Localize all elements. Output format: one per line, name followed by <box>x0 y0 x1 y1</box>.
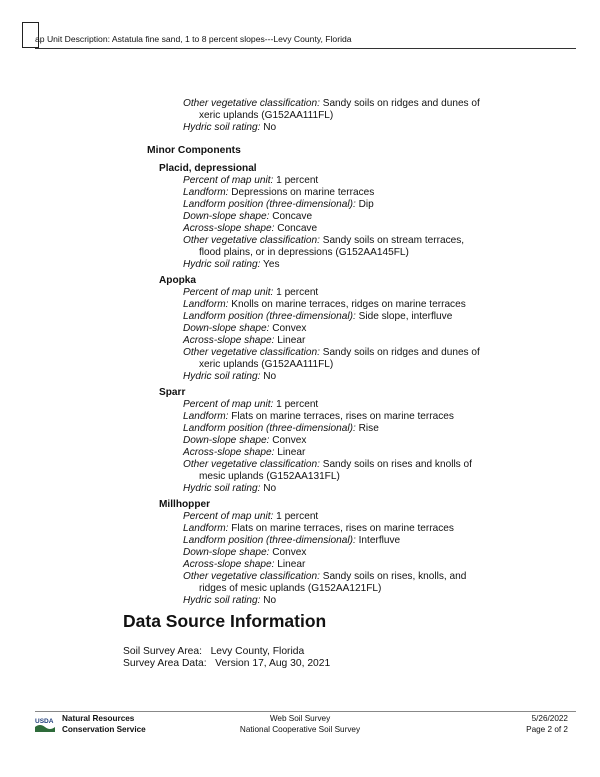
component-attribute <box>183 535 400 547</box>
component-attribute <box>183 547 306 559</box>
component-attribute <box>199 583 381 595</box>
component-attribute <box>183 371 276 383</box>
component-name: Placid, depressional <box>159 163 257 174</box>
field-value: Depressions on marine terraces <box>228 187 375 198</box>
field-label: Across-slope shape: <box>183 447 275 458</box>
field-label: Hydric soil rating: <box>183 483 261 494</box>
field-label: Landform position (three-dimensional): <box>183 311 356 322</box>
component-attribute <box>183 287 318 299</box>
field-value: 1 percent <box>273 511 319 522</box>
field-label: Percent of map unit: <box>183 287 274 298</box>
field-label: Landform: <box>183 523 229 534</box>
field-value: Concave <box>269 211 313 222</box>
continued-line: xeric uplands (G152AA111FL) <box>199 110 334 121</box>
field-value: Yes <box>260 259 280 270</box>
field-value: ridges of mesic uplands (G152AA121FL) <box>199 583 382 594</box>
field-value: Sandy soils on rises, knolls, and <box>319 571 467 582</box>
field-value: Rise <box>355 423 379 434</box>
agency-line: Natural Resources <box>62 714 135 723</box>
continued-line <box>183 98 480 110</box>
component-attribute <box>183 571 466 583</box>
component-name: Apopka <box>159 275 197 286</box>
component-attribute <box>183 323 306 335</box>
page-number: Page 2 of 2 <box>526 725 568 734</box>
footer-divider <box>35 711 576 712</box>
agency-name <box>62 713 146 735</box>
component-attribute <box>183 187 374 199</box>
field-label: Percent of map unit: <box>183 175 274 186</box>
component-attribute <box>199 359 333 371</box>
usda-logo-icon <box>35 716 55 732</box>
field-label: Down-slope shape: <box>183 323 270 334</box>
component-attribute <box>183 411 454 423</box>
field-value: 1 percent <box>273 287 319 298</box>
soil-survey-area: Soil Survey Area: Levy County, Florida <box>123 646 305 657</box>
field-label: Across-slope shape: <box>183 223 275 234</box>
component-attribute <box>183 347 480 359</box>
page-header-title: ap Unit Description: Astatula fine sand, 1 to 8 percent slopes---Levy County, Florida <box>35 34 352 44</box>
usda-logo-text: USDA <box>35 718 54 725</box>
field-value: xeric uplands (G152AA111FL) <box>199 359 334 370</box>
field-label: Down-slope shape: <box>183 547 270 558</box>
component-attribute <box>183 223 317 235</box>
field-label: Percent of map unit: <box>183 511 274 522</box>
field-value: Sandy soils on rises and knolls of <box>319 459 472 470</box>
footer-date: 5/26/2022 <box>531 714 568 723</box>
field-value: flood plains, or in depressions (G152AA145FL) <box>199 247 409 258</box>
field-label: Across-slope shape: <box>183 335 275 346</box>
field-label: Other vegetative classification: <box>183 98 320 109</box>
field-value: Concave <box>274 223 318 234</box>
component-attribute <box>183 595 276 607</box>
field-label: Landform position (three-dimensional): <box>183 535 356 546</box>
minor-components-heading: Minor Components <box>147 145 241 156</box>
field-value: Convex <box>269 435 307 446</box>
component-attribute <box>183 483 276 495</box>
field-label: Hydric soil rating: <box>183 122 261 133</box>
field-value: Interfluve <box>355 535 401 546</box>
footer-survey-name: National Cooperative Soil Survey <box>239 725 361 734</box>
component-attribute <box>199 247 409 259</box>
field-value: No <box>260 595 277 606</box>
field-value: Sandy soils on ridges and dunes of <box>319 347 480 358</box>
component-attribute <box>183 399 318 411</box>
field-label: Landform position (three-dimensional): <box>183 423 356 434</box>
component-attribute <box>183 175 318 187</box>
footer-center <box>170 713 430 735</box>
field-value: No <box>260 122 277 133</box>
component-attribute <box>183 199 374 211</box>
field-label: Landform: <box>183 187 229 198</box>
field-value: Dip <box>355 199 374 210</box>
component-name: Millhopper <box>159 499 211 510</box>
field-value: Flats on marine terraces, rises on marine terraces <box>228 523 454 534</box>
component-attribute <box>183 423 379 435</box>
component-attribute <box>183 211 312 223</box>
field-value: Convex <box>269 323 307 334</box>
survey-area-data: Survey Area Data: Version 17, Aug 30, 2021 <box>123 658 331 669</box>
component-attribute <box>199 471 340 483</box>
continued-line <box>183 122 276 134</box>
component-attribute <box>183 511 318 523</box>
component-attribute <box>183 335 305 347</box>
field-label: Hydric soil rating: <box>183 595 261 606</box>
field-value: Flats on marine terraces, rises on marine terraces <box>228 411 454 422</box>
field-label: Hydric soil rating: <box>183 259 261 270</box>
field-label: Landform position (three-dimensional): <box>183 199 356 210</box>
field-label: Hydric soil rating: <box>183 371 261 382</box>
header-divider <box>35 48 576 49</box>
field-label: Landform: <box>183 299 229 310</box>
field-value: 1 percent <box>273 175 319 186</box>
field-value: Sandy soils on ridges and dunes of <box>319 98 480 109</box>
field-label: Across-slope shape: <box>183 559 275 570</box>
field-label: Down-slope shape: <box>183 211 270 222</box>
field-value: No <box>260 483 277 494</box>
field-value: Linear <box>274 335 306 346</box>
component-attribute <box>183 259 280 271</box>
component-attribute <box>183 435 306 447</box>
field-label: Percent of map unit: <box>183 399 274 410</box>
agency-line: Conservation Service <box>62 725 146 734</box>
field-value: Linear <box>274 447 306 458</box>
component-attribute <box>183 459 472 471</box>
field-value: Side slope, interfluve <box>355 311 453 322</box>
field-label: Down-slope shape: <box>183 435 270 446</box>
field-label: Other vegetative classification: <box>183 235 320 246</box>
component-attribute <box>183 523 454 535</box>
component-attribute <box>183 311 452 323</box>
field-label: Landform: <box>183 411 229 422</box>
field-value: Linear <box>274 559 306 570</box>
footer-right <box>526 713 568 735</box>
field-value: No <box>260 371 277 382</box>
component-attribute <box>183 559 305 571</box>
field-value: Sandy soils on stream terraces, <box>319 235 465 246</box>
field-value: mesic uplands (G152AA131FL) <box>199 471 340 482</box>
component-attribute <box>183 235 464 247</box>
field-label: Other vegetative classification: <box>183 571 320 582</box>
component-attribute <box>183 299 466 311</box>
usda-logo-hill <box>35 725 55 732</box>
component-attribute <box>183 447 305 459</box>
field-value: 1 percent <box>273 399 319 410</box>
field-label: Other vegetative classification: <box>183 347 320 358</box>
component-name: Sparr <box>159 387 186 398</box>
field-value: Convex <box>269 547 307 558</box>
field-value: Knolls on marine terraces, ridges on marine terraces <box>228 299 466 310</box>
data-source-heading: Data Source Information <box>123 611 327 631</box>
field-label: Other vegetative classification: <box>183 459 320 470</box>
footer-site-name: Web Soil Survey <box>269 714 331 723</box>
